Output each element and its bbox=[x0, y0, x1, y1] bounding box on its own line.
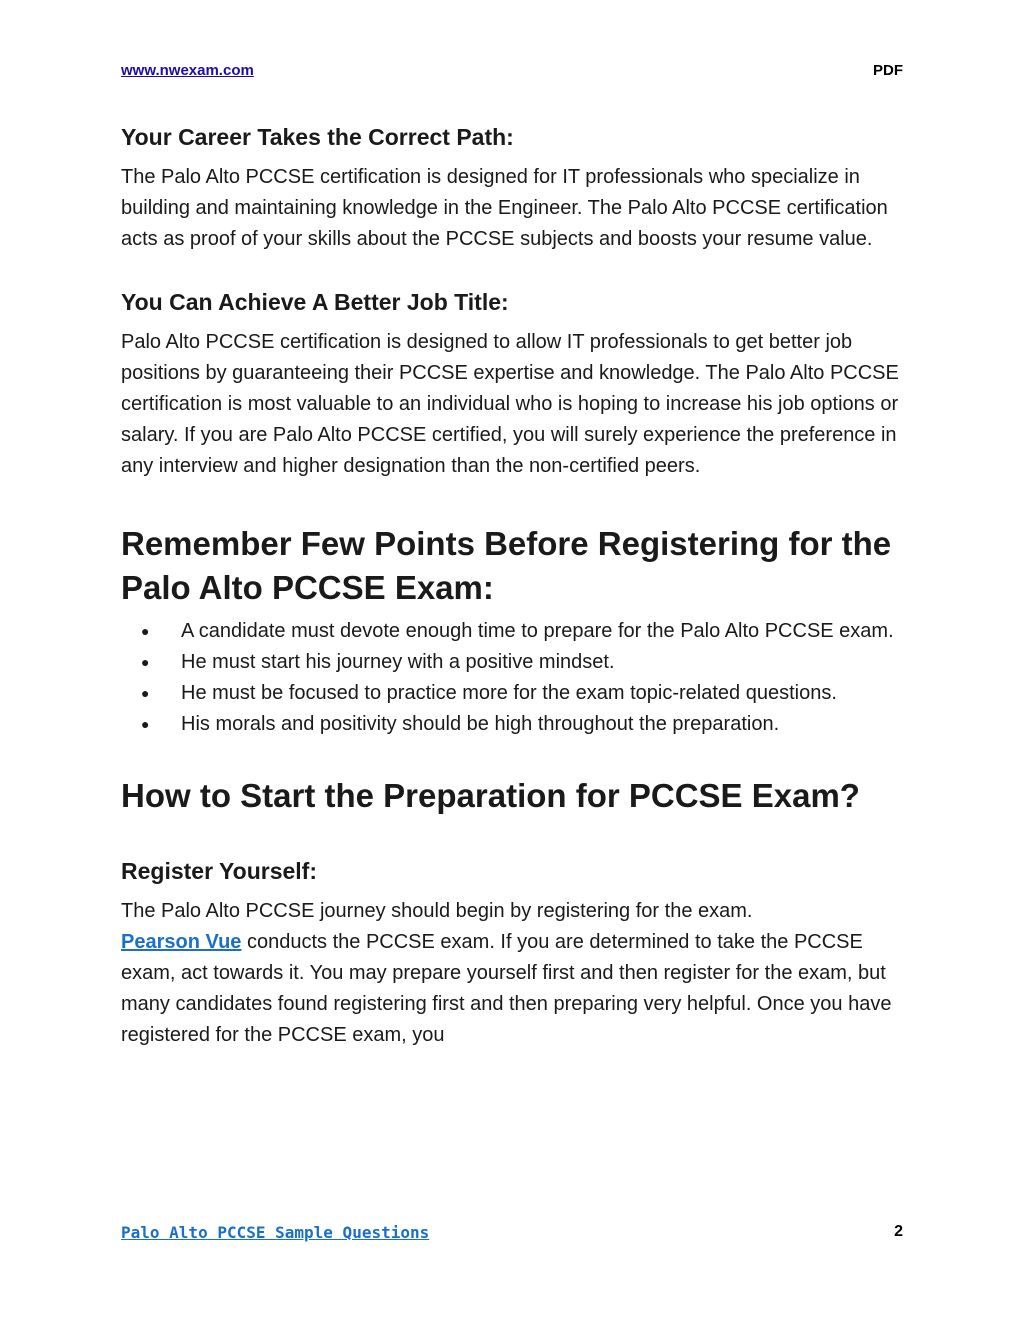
points-heading: Remember Few Points Before Registering for the Palo Alto PCCSE Exam: bbox=[121, 525, 892, 606]
bullet-icon: ● bbox=[141, 623, 150, 639]
career-paragraph: The Palo Alto PCCSE certification is designed for IT professionals who specialize in building and maintaining knowledge in the Engineer. The Palo Alto PCCSE certification acts as proof of your skills about the PCCSE subjects and boosts your resume value. bbox=[121, 166, 888, 250]
list-item-text: A candidate must devote enough time to prepare for the Palo Alto PCCSE exam. bbox=[181, 620, 894, 642]
list-item-text: He must be focused to practice more for the exam topic-related questions. bbox=[181, 682, 837, 704]
career-heading: Your Career Takes the Correct Path: bbox=[121, 124, 514, 150]
register-heading: Register Yourself: bbox=[121, 858, 317, 884]
document-body bbox=[121, 122, 911, 1051]
register-text-before: The Palo Alto PCCSE journey should begin by registering for the exam. bbox=[121, 900, 753, 922]
job-title-paragraph: Palo Alto PCCSE certification is designed to allow IT professionals to get better job positions by guaranteeing their PCCSE expertise and knowledge. The Palo Alto PCCSE certification is most valuable to an individual who is hoping to increase his job options or salary. If you are Palo Alto PCCSE certified, you will surely experience the preference in any interview and higher designation than the non-certified peers. bbox=[121, 331, 899, 477]
list-item-text: He must start his journey with a positive mindset. bbox=[181, 651, 615, 673]
bullet-icon: ● bbox=[141, 654, 150, 670]
page-number: 2 bbox=[894, 1223, 903, 1240]
pdf-label: PDF bbox=[873, 62, 903, 79]
bullet-icon: ● bbox=[141, 716, 150, 732]
site-link[interactable]: www.nwexam.com bbox=[121, 62, 254, 79]
list-item bbox=[121, 709, 911, 740]
job-title-heading: You Can Achieve A Better Job Title: bbox=[121, 289, 509, 315]
list-item bbox=[121, 616, 911, 647]
list-item bbox=[121, 678, 911, 709]
list-item bbox=[121, 647, 911, 678]
register-text-after: conducts the PCCSE exam. If you are determined to take the PCCSE exam, act towards it. You may prepare yourself first and then register for the exam, but many candidates found registering first and then preparing very helpful. Once you have registered for the PCCSE exam, you bbox=[121, 931, 892, 1046]
pearson-vue-link[interactable]: Pearson Vue bbox=[121, 931, 242, 953]
page-header bbox=[121, 62, 903, 84]
list-item-text: His morals and positivity should be high throughout the preparation. bbox=[181, 713, 780, 735]
page-footer bbox=[121, 1223, 903, 1245]
points-list bbox=[121, 616, 911, 740]
footer-link[interactable]: Palo Alto PCCSE Sample Questions bbox=[121, 1223, 430, 1242]
bullet-icon: ● bbox=[141, 685, 150, 701]
preparation-heading: How to Start the Preparation for PCCSE Exam? bbox=[121, 777, 860, 814]
register-paragraph bbox=[121, 896, 911, 1051]
